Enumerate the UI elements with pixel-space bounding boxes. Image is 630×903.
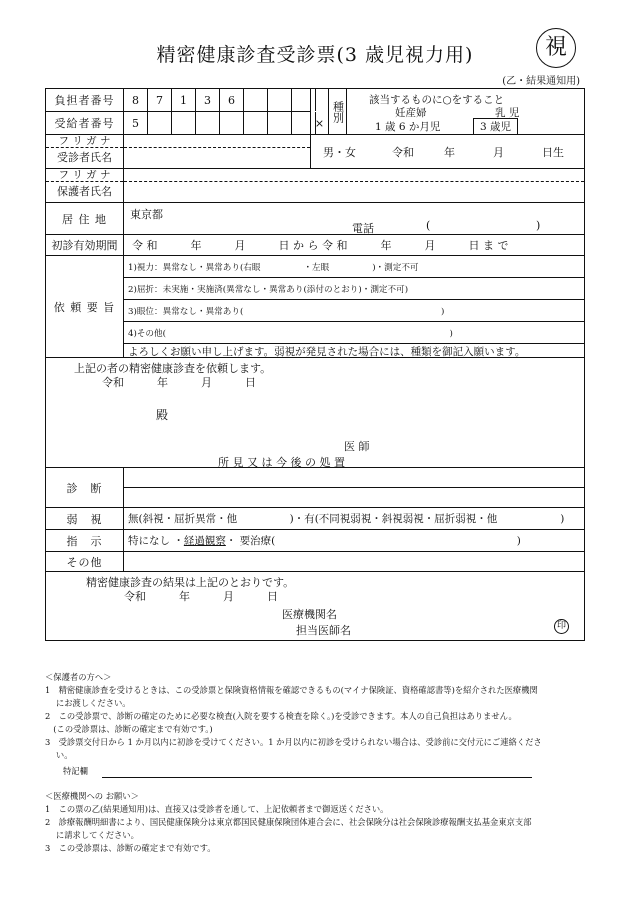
recipient-digit[interactable] — [196, 112, 220, 134]
special-notes — [45, 765, 590, 778]
diagnosis-label: 診 断 — [46, 468, 124, 507]
medical-note-1: 1 この票の乙(結果通知用)は、直接又は受診者を通して、上記依頼者まで御返送ください。 — [45, 804, 389, 814]
address-row — [46, 203, 584, 235]
guardian-name-label: 保護者氏名 — [57, 185, 112, 198]
result-statement: 精密健康診査の結果は上記のとおりです。 — [86, 576, 295, 589]
request-item-vision[interactable]: 1)視力：異常なし・異常あり(右眼 ・左眼 )・測定不可 — [124, 256, 584, 278]
guardian-notes — [45, 671, 590, 762]
other-field[interactable] — [124, 552, 584, 571]
guardian-note-1b: にお渡しください。 — [45, 698, 131, 708]
patient-name-field[interactable] — [124, 148, 310, 168]
request-statement-block — [46, 358, 584, 468]
diagnosis-field-2[interactable] — [124, 488, 584, 507]
payer-digit[interactable]: 3 — [196, 89, 220, 111]
payer-number-row — [46, 89, 310, 112]
guardian-note-2b: (この受診票は、診断の確定まで有効です。) — [45, 724, 213, 734]
guardian-name-field[interactable] — [124, 182, 584, 202]
payer-digit[interactable] — [268, 89, 292, 111]
instruction-observation[interactable]: 経過観察 — [183, 535, 226, 547]
request-item-refraction[interactable]: 2)屈折：未実施・実施済(異常なし・異常あり(添付のとおり)・測定不可) — [124, 278, 584, 300]
recipient-digit[interactable]: 5 — [124, 112, 148, 134]
request-closing: よろしくお願い申し上げます。弱視が発見された場合には、種類を御記入願います。 — [128, 345, 526, 358]
result-block — [46, 572, 584, 640]
recipient-digit[interactable] — [244, 112, 268, 134]
other-label: その他 — [46, 552, 124, 571]
type-pregnant[interactable]: 妊産婦 — [395, 107, 427, 119]
guardian-note-2: 2 この受診票で、診断の確定のために必要な検査(入院を要する検査を除く。)を受診できます。本人の自己負担はありません。 — [45, 711, 517, 721]
guardian-furigana-field[interactable] — [124, 169, 584, 182]
medical-notes-header: ＜医療機関への お願い＞ — [45, 791, 139, 801]
diagnosis-field-1[interactable] — [124, 468, 584, 488]
doctor-label: 医 師 — [344, 440, 370, 453]
payer-digit[interactable]: 1 — [172, 89, 196, 111]
page-subtitle: (乙・結果通知用) — [502, 76, 580, 87]
payer-digit[interactable]: 8 — [124, 89, 148, 111]
type-instruction: 該当するものに○をすること — [369, 94, 505, 106]
payer-digit[interactable]: 6 — [220, 89, 244, 111]
sex-birth-field[interactable]: 男・女 令和 年 月 日生 — [323, 145, 564, 159]
instruction-row — [46, 530, 584, 552]
payer-number-label: 負担者番号 — [46, 89, 124, 111]
request-statement: 上記の者の精密健康診査を依頼します。 — [74, 362, 272, 375]
payer-digit[interactable]: 7 — [148, 89, 172, 111]
stamp-mark: 視 — [536, 28, 576, 68]
request-label: 依 頼 要 旨 — [46, 256, 124, 357]
amblyopia-label: 弱 視 — [46, 508, 124, 529]
special-notes-field[interactable] — [102, 768, 532, 778]
sex-options[interactable]: 男・女 — [323, 145, 356, 159]
recipient-digit[interactable] — [220, 112, 244, 134]
other-row — [46, 552, 584, 572]
recipient-digit[interactable] — [268, 112, 292, 134]
validity-label: 初診有効期間 — [46, 235, 124, 255]
institution-label: 医療機関名 — [282, 608, 337, 621]
phone-label: 電話 — [352, 222, 374, 235]
validity-field[interactable]: 令 和 年 月 日 か ら 令 和 年 月 日 ま で — [132, 239, 509, 252]
guardian-furigana-label: フ リ ガ ナ — [46, 169, 123, 182]
address-field[interactable]: 東京都 電話 ( ) — [130, 208, 541, 235]
seal-mark: 印 — [554, 619, 569, 634]
furigana-label: フ リ ガ ナ — [46, 135, 123, 148]
request-row — [46, 256, 584, 358]
diagnosis-row — [46, 468, 584, 508]
guardian-notes-header: ＜保護者の方へ＞ — [45, 672, 112, 682]
honorific: 殿 — [156, 408, 169, 422]
special-notes-label: 特記欄 — [63, 766, 88, 776]
type-options — [347, 89, 584, 134]
amblyopia-row — [46, 508, 584, 530]
medical-note-2b: に請求してください。 — [45, 830, 139, 840]
recipient-number-digits[interactable] — [124, 112, 316, 134]
validity-row — [46, 235, 584, 256]
recipient-digit[interactable] — [172, 112, 196, 134]
instruction-field[interactable]: 特になし ・ 経過観察 ・ 要治療( ) — [128, 535, 521, 547]
guardian-note-3b: い。 — [45, 750, 73, 760]
type-infant[interactable]: 乳 児 — [495, 107, 520, 119]
patient-furigana-field[interactable] — [124, 135, 310, 148]
findings-header: 所 見 又 は 今 後 の 処 置 — [218, 456, 345, 469]
type-label: 種別 — [329, 89, 347, 134]
medical-note-3: 3 この受診票は、診断の確定まで有効です。 — [45, 843, 216, 853]
payer-digit[interactable] — [244, 89, 268, 111]
type-child-age[interactable]: 3 歳児 — [473, 118, 518, 135]
recipient-digit[interactable] — [148, 112, 172, 134]
exam-form — [45, 88, 585, 641]
recipient-number-row — [46, 112, 310, 134]
request-item-other[interactable]: 4)その他( ) — [124, 322, 584, 344]
patient-name-label: 受診者氏名 — [57, 151, 112, 164]
physician-label: 担当医師名 — [296, 624, 351, 637]
x-mark: × — [311, 89, 329, 134]
medical-note-2: 2 診療報酬明細書により、国民健康保険分は東京都国民健康保険団体連合会に、社会保険分は社会保険診療報酬支払基金東京支部 — [45, 817, 532, 827]
amblyopia-field[interactable]: 無(斜視・屈折異常・他 )・有(不同視弱視・斜視弱視・屈折弱視・他 ) — [128, 513, 565, 525]
medical-notes — [45, 790, 590, 855]
address-label: 居 住 地 — [46, 203, 124, 234]
guardian-row — [46, 169, 584, 203]
type-infant-age[interactable]: 1 歳 6 か月児 — [375, 121, 441, 133]
request-item-eye-position[interactable]: 3)眼位：異常なし・異常あり( ) — [124, 300, 584, 322]
patient-row — [46, 135, 584, 169]
guardian-note-3: 3 受診票交付日から 1 か月以内に初診を受けてください。1 か月以内に初診を受けられない場合は、受診前に交付元にご連絡くださ — [45, 737, 542, 747]
number-rows — [46, 89, 584, 135]
result-date[interactable]: 令和 年 月 日 — [124, 590, 278, 603]
guardian-note-1: 1 精密健康診査を受けるときは、この受診票と保険資格情報を確認できるもの(マイナ保険証、資格確認書等)を紹介された医療機関 — [45, 685, 538, 695]
request-date[interactable]: 令和 年 月 日 — [102, 376, 256, 389]
instruction-label: 指 示 — [46, 530, 124, 551]
recipient-number-label: 受給者番号 — [46, 112, 124, 134]
page-title: 精密健康診査受診票(3 歳児視力用) — [156, 44, 474, 66]
payer-number-digits[interactable] — [124, 89, 316, 111]
